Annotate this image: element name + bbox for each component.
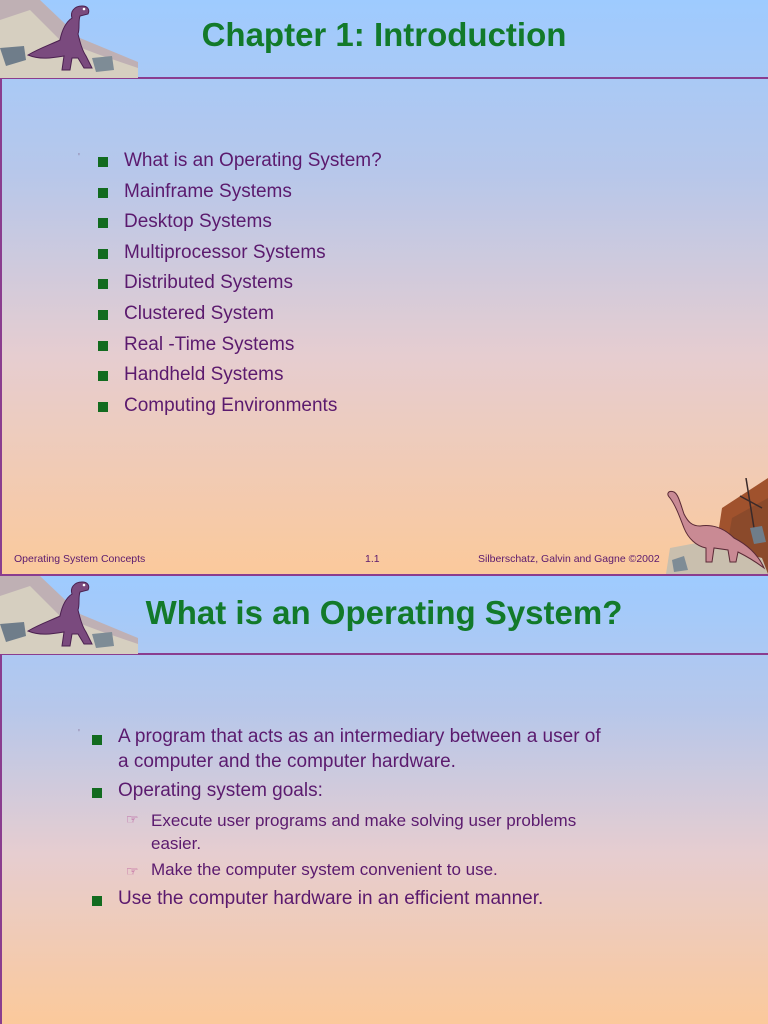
- list-item: Use the computer hardware in an efficient manner.: [118, 888, 544, 909]
- topic-list: [96, 150, 382, 425]
- square-bullet-icon: [98, 249, 108, 259]
- square-bullet-icon: [98, 157, 108, 167]
- square-bullet-icon: [98, 279, 108, 289]
- sub-list-item: Make the computer system convenient to use.: [151, 860, 498, 879]
- list-item: What is an Operating System?: [96, 150, 382, 181]
- stray-mark: ': [78, 728, 80, 739]
- square-bullet-icon: [92, 788, 102, 798]
- pointing-hand-icon: ☞: [126, 863, 139, 879]
- list-item: Real -Time Systems: [96, 334, 382, 365]
- list-item: Distributed Systems: [96, 272, 382, 303]
- list-item: Mainframe Systems: [96, 181, 382, 212]
- square-bullet-icon: [98, 188, 108, 198]
- list-item: Operating system goals:: [118, 780, 323, 801]
- list-item: Computing Environments: [96, 395, 382, 426]
- stray-mark: ': [78, 152, 80, 163]
- sub-list-item: Execute user programs and make solving user problems easier.: [151, 811, 577, 853]
- footer-authors: Silberschatz, Galvin and Gagne ©2002: [478, 553, 660, 565]
- list-item: Desktop Systems: [96, 211, 382, 242]
- square-bullet-icon: [92, 735, 102, 745]
- square-bullet-icon: [98, 371, 108, 381]
- list-item: Clustered System: [96, 303, 382, 334]
- square-bullet-icon: [98, 341, 108, 351]
- list-item: A program that acts as an intermediary between a user of a computer and the computer hardware.: [118, 726, 601, 772]
- footer-course: Operating System Concepts: [14, 553, 146, 565]
- slide-title: Chapter 1: Introduction: [201, 16, 567, 53]
- slide-2: [0, 576, 768, 1024]
- footer-page-number: 1.1: [365, 553, 380, 565]
- list-item: Handheld Systems: [96, 364, 382, 395]
- pointing-hand-icon: ☞: [126, 811, 139, 827]
- slide-title: What is an Operating System?: [145, 594, 623, 631]
- square-bullet-icon: [98, 218, 108, 228]
- brontosaurus-dinosaur-illustration: [662, 478, 768, 574]
- list-item: Multiprocessor Systems: [96, 242, 382, 273]
- square-bullet-icon: [98, 402, 108, 412]
- left-border: [0, 0, 2, 576]
- square-bullet-icon: [92, 896, 102, 906]
- square-bullet-icon: [98, 310, 108, 320]
